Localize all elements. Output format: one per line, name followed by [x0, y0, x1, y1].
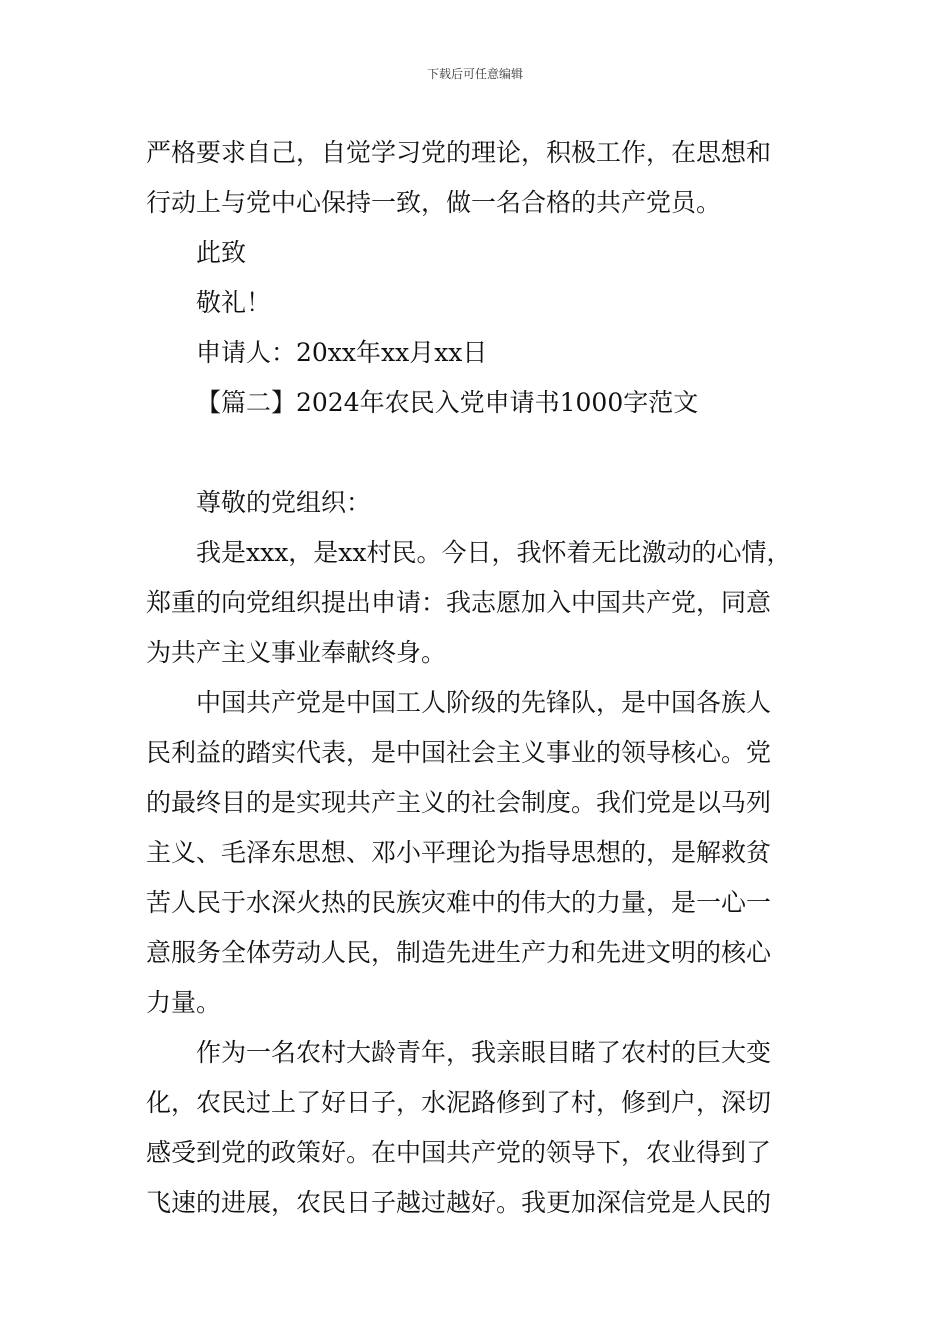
- text-line: 的最终目的是实现共产主义的社会制度。我们党是以马列: [146, 788, 772, 817]
- closing-salutation: 此致: [196, 238, 247, 267]
- paragraph-start: 中国共产党是中国工人阶级的先锋队，是中国各族人: [196, 688, 772, 717]
- closing-regards: 敬礼！: [196, 288, 272, 317]
- text-line: 感受到党的政策好。在中国共产党的领导下，农业得到了: [146, 1138, 772, 1167]
- text-line: 严格要求自己，自觉学习党的理论，积极工作，在思想和: [146, 138, 772, 167]
- text-line: 主义、毛泽东思想、邓小平理论为指导思想的，是解救贫: [146, 838, 772, 867]
- section-title: 【篇二】2024年农民入党申请书1000字范文: [196, 388, 699, 417]
- text-line: 意服务全体劳动人民，制造先进生产力和先进文明的核心: [146, 938, 772, 967]
- applicant-date-line: 申请人：20xx年xx月xx日: [196, 338, 488, 367]
- text-line: 行动上与党中心保持一致，做一名合格的共产党员。: [146, 188, 722, 217]
- text-line: 飞速的进展，农民日子越过越好。我更加深信党是人民的: [146, 1188, 772, 1217]
- text-line: 民利益的踏实代表，是中国社会主义事业的领导核心。党: [146, 738, 772, 767]
- text-line: 力量。: [146, 988, 222, 1017]
- document-body: [146, 128, 816, 1228]
- text-line: 郑重的向党组织提出申请：我志愿加入中国共产党，同意: [146, 588, 772, 617]
- page-header-note: 下载后可任意编辑: [426, 67, 523, 81]
- greeting-line: 尊敬的党组织：: [196, 488, 372, 517]
- paragraph-start: 作为一名农村大龄青年，我亲眼目睹了农村的巨大变: [196, 1038, 772, 1067]
- text-line: 为共产主义事业奉献终身。: [146, 638, 447, 667]
- paragraph-start: 我是xxx，是xx村民。今日，我怀着无比激动的心情，: [196, 538, 792, 567]
- section-gap: [146, 428, 816, 478]
- text-line: 化，农民过上了好日子，水泥路修到了村，修到户，深切: [146, 1088, 772, 1117]
- text-line: 苦人民于水深火热的民族灾难中的伟大的力量，是一心一: [146, 888, 772, 917]
